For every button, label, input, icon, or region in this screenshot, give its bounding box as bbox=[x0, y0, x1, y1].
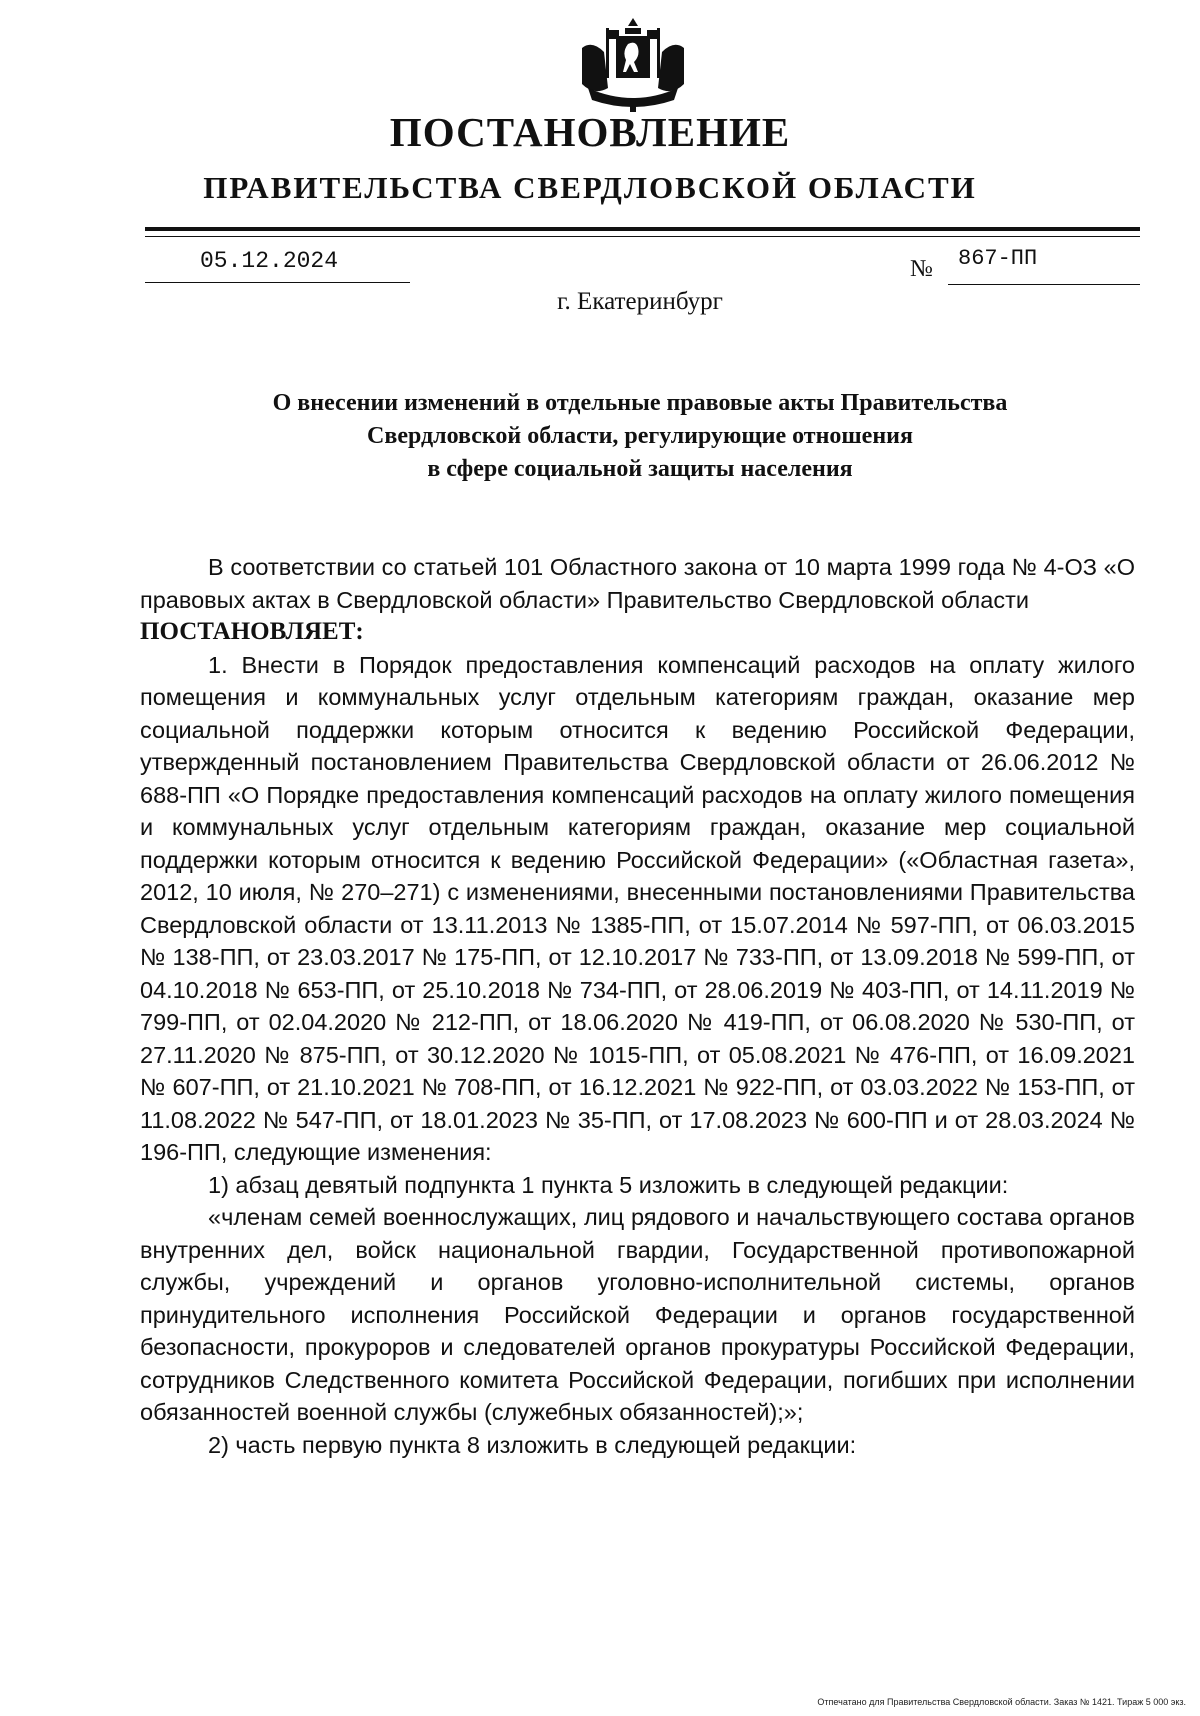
document-body bbox=[140, 551, 1135, 1461]
heading-line: Свердловской области, регулирующие отношения bbox=[367, 423, 913, 449]
heading-line: О внесении изменений в отдельные правовые акты Правительства bbox=[272, 390, 1008, 416]
heading-line: в сфере социальной защиты населения bbox=[427, 456, 853, 482]
coat-of-arms-icon bbox=[578, 18, 688, 113]
subitem-2: 2) часть первую пункта 8 изложить в следующей редакции: bbox=[208, 1431, 857, 1458]
number-sign: № bbox=[910, 256, 933, 282]
print-imprint: Отпечатано для Правительства Свердловской области. Заказ № 1421. Тираж 5 000 экз. bbox=[817, 1697, 1186, 1707]
document-date: 05.12.2024 bbox=[200, 248, 339, 274]
subitem-1: 1) абзац девятый подпункта 1 пункта 5 изложить в следующей редакции: bbox=[208, 1171, 1009, 1198]
header-divider-thick bbox=[145, 227, 1140, 231]
header-divider-thin bbox=[145, 236, 1140, 237]
date-underline bbox=[145, 282, 410, 283]
number-underline bbox=[948, 284, 1140, 285]
issuing-authority: ПРАВИТЕЛЬСТВА СВЕРДЛОВСКОЙ ОБЛАСТИ bbox=[203, 170, 977, 205]
city: г. Екатеринбург bbox=[557, 288, 723, 315]
document-number: 867-ПП bbox=[958, 246, 1038, 271]
document-heading bbox=[140, 387, 1140, 486]
quoted-text: «членам семей военнослужащих, лиц рядового и начальствующего состава органов внутренних дел, войск национальной гвардии, Государственной противопожарной службы, учреждений и органов уголовно-исполнительной системы, органов принудительного исполнения Российской Федерации и органов государственной безопасности, прокуроров и следователей органов прокуратуры Российской Федерации, сотрудников Следственного комитета Российской Федерации, погибших при исполнении обязанностей военной службы (служебных обязанностей);»; bbox=[140, 1204, 1135, 1425]
item-1: 1. Внести в Порядок предоставления компенсаций расходов на оплату жилого помещения и коммунальных услуг отдельным категориям граждан, оказание мер социальной поддержки которым относится к ведению Российской Федерации, утвержденный постановлением Правительства Свердловской области от 26.06.2012 № 688-ПП «О Порядке предоставления компенсаций расходов на оплату жилого помещения и коммунальных услуг отдельным категориям граждан, оказание мер социальной поддержки которым относится к ведению Российской Федерации» («Областная газета», 2012, 10 июля, № 270–271) с изменениями, внесенными постановлениями Правительства Свердловской области от 13.11.2013 № 1385-ПП, от 15.07.2014 № 597-ПП, от 06.03.2015 № 138-ПП, от 23.03.2017 № 175-ПП, от 12.10.2017 № 733-ПП, от 13.09.2018 № 599-ПП, от 04.10.2018 № 653-ПП, от 25.10.2018 № 734-ПП, от 28.06.2019 № 403-ПП, от 14.11.2019 № 799-ПП, от 02.04.2020 № 212-ПП, от 18.06.2020 № 419-ПП, от 06.08.2020 № 530-ПП, от 27.11.2020 № 875-ПП, от 30.12.2020 № 1015-ПП, от 05.08.2021 № 476-ПП, от 16.09.2021 № 607-ПП, от 21.10.2021 № 708-ПП, от 16.12.2021 № 922-ПП, от 03.03.2022 № 153-ПП, от 11.08.2022 № 547-ПП, от 18.01.2023 № 35-ПП, от 17.08.2023 № 600-ПП и от 28.03.2024 № 196-ПП, следующие изменения: bbox=[140, 651, 1135, 1165]
preamble: В соответствии со статьей 101 Областного закона от 10 марта 1999 года № 4-ОЗ «О правовых актах в Свердловской области» Правительство Свердловской области bbox=[140, 554, 1135, 613]
document-type-title: ПОСТАНОВЛЕНИЕ bbox=[389, 109, 791, 155]
decree-word: ПОСТАНОВЛЯЕТ: bbox=[140, 618, 364, 645]
